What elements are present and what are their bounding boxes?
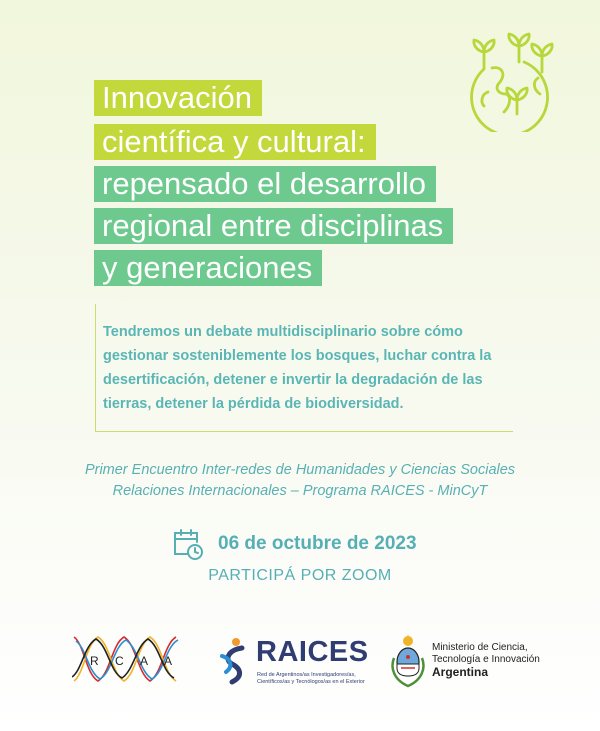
description-box [95, 304, 513, 432]
title-line-3: repensado el desarrollo [94, 166, 436, 202]
raices-subtitle [257, 672, 367, 685]
rcaa-letter-a2: A [164, 654, 173, 668]
ministry-country: Argentina [432, 665, 489, 679]
rcaa-logo [72, 634, 180, 684]
event-date-row [170, 526, 417, 562]
zoom-call-to-action: PARTICIPÁ POR ZOOM [208, 567, 392, 584]
ministry-line-1: Ministerio de Ciencia, [432, 642, 528, 653]
organizer-info [0, 460, 600, 502]
organizer-line-2: Relaciones Internacionales – Programa RAICES - MinCyT [112, 483, 488, 499]
title-line-5: y generaciones [94, 250, 322, 286]
dna-helix-icon [72, 637, 178, 681]
raices-subtitle-line-1: Red de Argentinos/as Investigadores/as, [257, 672, 356, 678]
title-line-2: científica y cultural: [94, 124, 376, 160]
globe-sprouts-icon [462, 32, 562, 132]
title-line-4: regional entre disciplinas [94, 208, 453, 244]
ministry-logo [388, 632, 558, 690]
event-date: 06 de octubre de 2023 [218, 533, 417, 554]
ministry-line-2: Tecnología e Innovación [432, 654, 540, 665]
description-text: Tendremos un debate multidisciplinario sobre cómo gestionar sosteniblemente los bosques, luchar contra la desertificación, detener e invertir la degradación de las tierras, detener la pérdida de biodiversidad. [103, 324, 492, 412]
rcaa-letter-c: C [115, 654, 124, 668]
ministry-text [432, 642, 540, 678]
rcaa-letter-a1: A [140, 654, 149, 668]
raices-logo [216, 634, 369, 690]
title-line-1: Innovación [94, 80, 262, 116]
argentina-coat-of-arms-icon [388, 634, 428, 688]
organizer-line-1: Primer Encuentro Inter-redes de Humanidades y Ciencias Sociales [84, 462, 516, 478]
raices-subtitle-line-2: Científicos/as y Tecnólogos/as en el Exterior [257, 678, 365, 685]
calendar-clock-icon [170, 527, 204, 561]
rcaa-letter-r: R [90, 654, 99, 668]
raices-mark-icon [216, 636, 252, 686]
raices-name: RAICES [256, 636, 369, 668]
